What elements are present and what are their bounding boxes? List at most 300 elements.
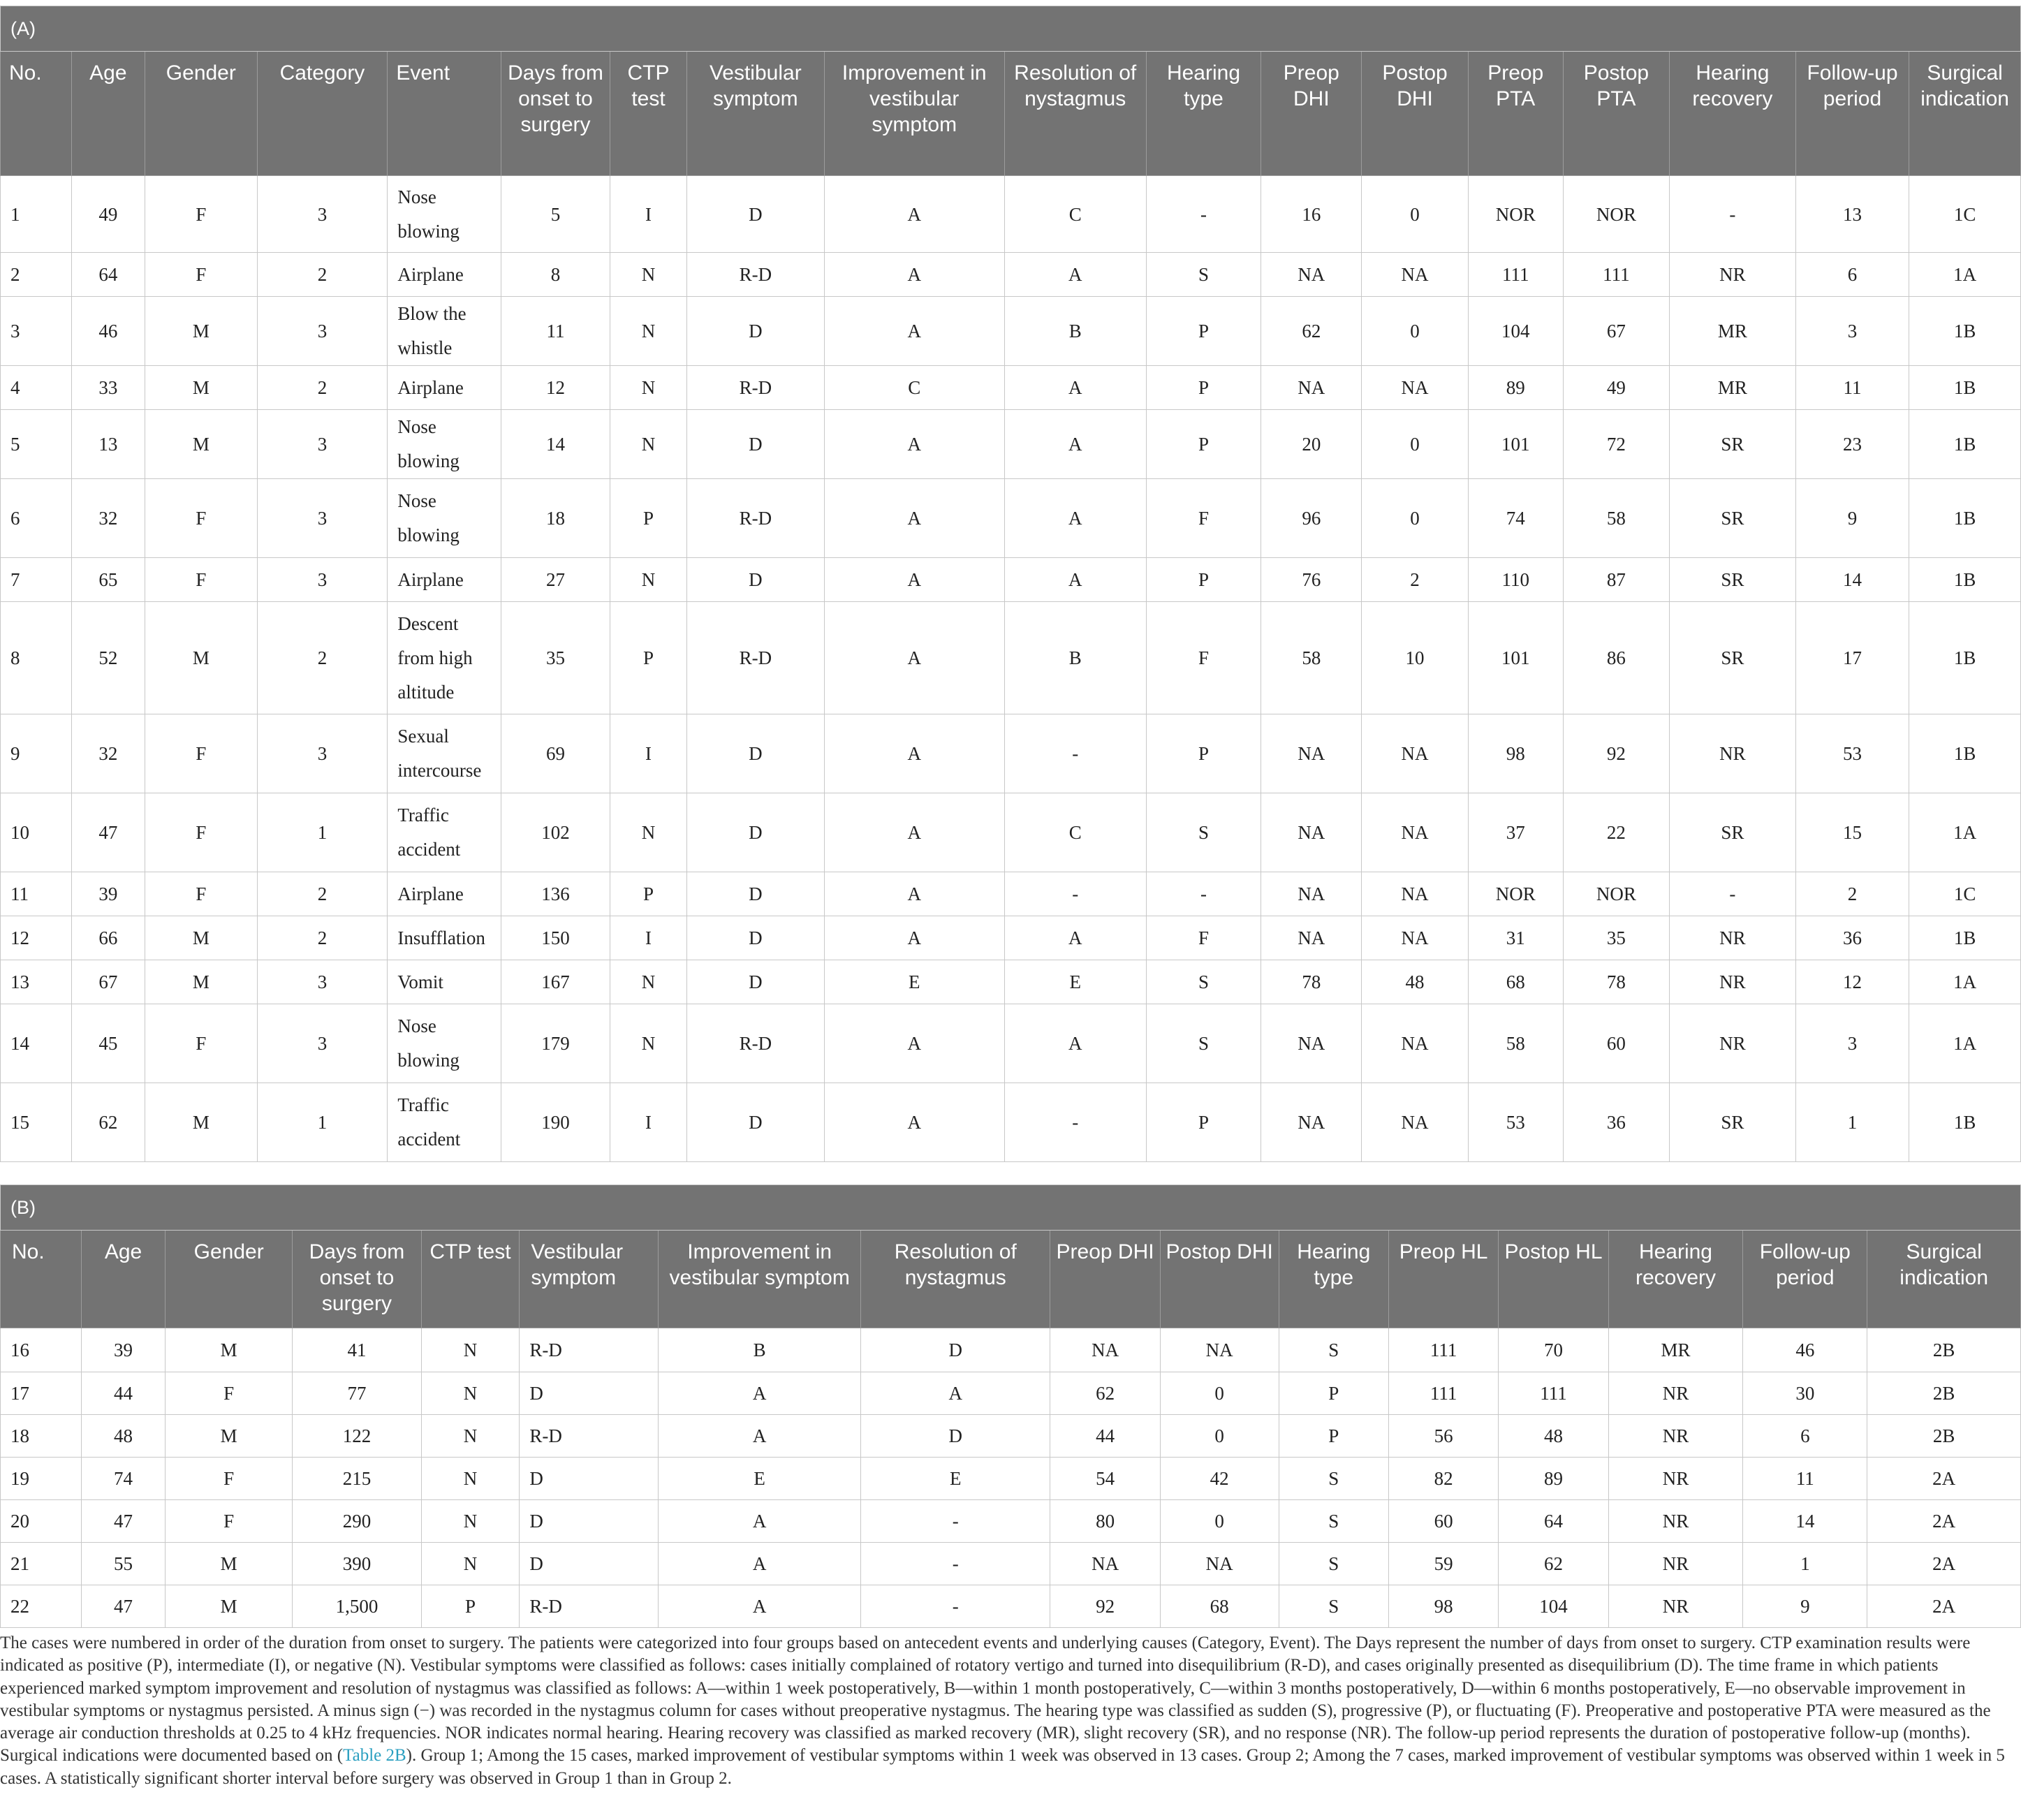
cell-days: 102 [501,793,610,872]
cell-surgical-indication: 1B [1909,714,2021,793]
cell-preop-hl: 111 [1388,1372,1498,1415]
header-vestibular: Vestibular symptom [686,52,824,176]
cell-age: 66 [71,916,145,960]
cell-surgical-indication: 1B [1909,366,2021,410]
cell-improvement: A [824,916,1004,960]
cell-event: Descent from high altitude [388,602,501,714]
cell-hearing-type: P [1146,366,1261,410]
cell-follow-up: 2 [1795,872,1909,916]
cell-no: 20 [1,1500,82,1543]
cell-nystagmus: A [861,1372,1050,1415]
cell-ctp: N [421,1372,520,1415]
table-row [1,1543,2021,1585]
cell-improvement: A [824,176,1004,253]
cell-no: 10 [1,793,72,872]
cell-days: 77 [293,1372,421,1415]
cell-age: 47 [71,793,145,872]
cell-hearing-type: S [1146,1004,1261,1083]
cell-age: 45 [71,1004,145,1083]
cell-days: 150 [501,916,610,960]
header-postop-pta: Postop PTA [1563,52,1669,176]
cell-hearing-type: S [1279,1500,1388,1543]
cell-follow-up: 9 [1795,479,1909,558]
cell-gender: F [145,479,257,558]
cell-age: 48 [81,1415,165,1458]
cell-improvement: A [659,1415,861,1458]
cell-days: 1,500 [293,1585,421,1628]
cell-improvement: A [824,872,1004,916]
cell-ctp: I [610,714,687,793]
cell-vestibular: R-D [686,602,824,714]
cell-days: 69 [501,714,610,793]
cell-ctp: N [421,1543,520,1585]
cell-hearing-type: S [1146,960,1261,1004]
cell-preop-hl: 111 [1388,1328,1498,1372]
cell-nystagmus: E [1004,960,1146,1004]
cell-preop-pta: 53 [1468,1083,1563,1162]
cell-ctp: P [421,1585,520,1628]
cell-preop-pta: 89 [1468,366,1563,410]
header-follow-up: Follow-up period [1795,52,1909,176]
cell-nystagmus: A [1004,1004,1146,1083]
cell-days: 215 [293,1458,421,1500]
cell-hearing-type: P [1146,410,1261,479]
cell-ctp: N [610,960,687,1004]
cell-gender: M [145,602,257,714]
cell-improvement: A [659,1372,861,1415]
cell-hearing-recovery: SR [1670,479,1796,558]
cell-hearing-type: P [1146,558,1261,602]
cell-hearing-recovery: MR [1670,366,1796,410]
cell-nystagmus: C [1004,176,1146,253]
cell-vestibular: R-D [686,1004,824,1083]
cell-vestibular: R-D [520,1585,659,1628]
cell-category: 2 [257,916,388,960]
cell-hearing-recovery: SR [1670,410,1796,479]
footnote-text-before: The cases were numbered in order of the duration from onset to surgery. The patients were categorized into four groups based on antecedent events and underlying causes (Category, Event). The Days represent the number of days from onset to surgery. CTP examination results were indicated as positive (P), intermediate (I), or negative (N). Vestibular symptoms were classified as follows: cases initially complained of rotatory vertigo and turned into disequilibrium (R-D), and cases originally presented as disequilibrium (D). The time frame in which patients experienced marked symptom improvement and resolution of nystagmus was classified as follows: A—within 1 week postoperatively, B—within 1 month postoperatively, C—within 3 months postoperatively, D—within 6 months postoperatively, E—no observable improvement in vestibular symptoms or nystagmus persisted. A minus sign (−) was recorded in the nystagmus column for cases without preoperative nystagmus. The hearing type was classified as sudden (S), progressive (P), or fluctuating (F). Preoperative and postoperative PTA were measured as the average air conduction thresholds at 0.25 to 4 kHz frequencies. NOR indicates normal hearing. Hearing recovery was classified as marked recovery (MR), slight recovery (SR), and no response (NR). The follow-up period represents the duration of postoperative follow-up (months). Surgical indications were documented based on ( [0,1634,1991,1766]
cell-improvement: C [824,366,1004,410]
cell-gender: F [145,176,257,253]
cell-hearing-type: - [1146,176,1261,253]
cell-no: 8 [1,602,72,714]
cell-surgical-indication: 1A [1909,793,2021,872]
cell-age: 39 [81,1328,165,1372]
cell-postop-dhi: NA [1362,366,1468,410]
header-postop-hl: Postop HL [1499,1231,1608,1328]
cell-postop-hl: 70 [1499,1328,1608,1372]
cell-preop-dhi: NA [1261,253,1362,297]
cell-ctp: N [421,1328,520,1372]
cell-improvement: E [659,1458,861,1500]
cell-vestibular: D [686,558,824,602]
cell-no: 15 [1,1083,72,1162]
cell-hearing-recovery: SR [1670,793,1796,872]
cell-postop-dhi: NA [1160,1328,1279,1372]
cell-preop-dhi: NA [1261,366,1362,410]
cell-no: 1 [1,176,72,253]
cell-preop-hl: 98 [1388,1585,1498,1628]
cell-surgical-indication: 1B [1909,297,2021,366]
cell-vestibular: D [520,1458,659,1500]
cell-hearing-recovery: NR [1608,1500,1743,1543]
cell-age: 39 [71,872,145,916]
cell-ctp: N [421,1500,520,1543]
cell-nystagmus: B [1004,297,1146,366]
table-row [1,602,2021,714]
cell-preop-dhi: 92 [1050,1585,1160,1628]
cell-improvement: A [824,793,1004,872]
cell-surgical-indication: 1A [1909,960,2021,1004]
cell-postop-dhi: NA [1160,1543,1279,1585]
cell-preop-pta: 111 [1468,253,1563,297]
header-preop-pta: Preop PTA [1468,52,1563,176]
cell-surgical-indication: 1C [1909,872,2021,916]
cell-hearing-type: P [1279,1372,1388,1415]
header-preop-hl: Preop HL [1388,1231,1498,1328]
cell-surgical-indication: 2A [1867,1585,2021,1628]
cell-no: 14 [1,1004,72,1083]
cell-follow-up: 3 [1795,297,1909,366]
cell-no: 2 [1,253,72,297]
header-hearing-recovery: Hearing recovery [1670,52,1796,176]
header-category: Category [257,52,388,176]
cell-days: 11 [501,297,610,366]
cell-gender: M [145,1083,257,1162]
cell-gender: M [145,916,257,960]
cell-event: Nose blowing [388,410,501,479]
table-row [1,916,2021,960]
cell-follow-up: 46 [1743,1328,1867,1372]
cell-event: Nose blowing [388,176,501,253]
cell-hearing-recovery: SR [1670,558,1796,602]
cell-days: 122 [293,1415,421,1458]
cell-postop-pta: 111 [1563,253,1669,297]
cell-postop-dhi: 2 [1362,558,1468,602]
table-row [1,176,2021,253]
header-event: Event [388,52,501,176]
cell-postop-hl: 89 [1499,1458,1608,1500]
cell-nystagmus: - [861,1500,1050,1543]
cell-postop-pta: 58 [1563,479,1669,558]
cell-ctp: N [421,1458,520,1500]
cell-preop-dhi: 96 [1261,479,1362,558]
header-gender: Gender [145,52,257,176]
cell-follow-up: 11 [1795,366,1909,410]
cell-no: 16 [1,1328,82,1372]
cell-no: 6 [1,479,72,558]
cell-preop-hl: 60 [1388,1500,1498,1543]
header-improvement: Improvement in vestibular symptom [824,52,1004,176]
cell-nystagmus: - [1004,872,1146,916]
cell-follow-up: 6 [1743,1415,1867,1458]
cell-preop-dhi: 76 [1261,558,1362,602]
cell-age: 49 [71,176,145,253]
header-follow-up: Follow-up period [1743,1231,1867,1328]
cell-age: 33 [71,366,145,410]
cell-no: 19 [1,1458,82,1500]
cell-nystagmus: A [1004,916,1146,960]
table-row [1,1415,2021,1458]
cell-postop-pta: 86 [1563,602,1669,714]
cell-days: 8 [501,253,610,297]
cell-follow-up: 11 [1743,1458,1867,1500]
cell-follow-up: 53 [1795,714,1909,793]
cell-postop-dhi: 42 [1160,1458,1279,1500]
cell-improvement: A [824,558,1004,602]
table-row [1,1083,2021,1162]
cell-preop-pta: 104 [1468,297,1563,366]
cell-event: Traffic accident [388,1083,501,1162]
cell-postop-dhi: NA [1362,714,1468,793]
cell-postop-pta: 72 [1563,410,1669,479]
cell-no: 11 [1,872,72,916]
cell-days: 290 [293,1500,421,1543]
cell-surgical-indication: 1A [1909,1004,2021,1083]
cell-surgical-indication: 2B [1867,1328,2021,1372]
cell-postop-pta: 92 [1563,714,1669,793]
cell-postop-dhi: 0 [1160,1500,1279,1543]
table-row [1,366,2021,410]
header-surgical-indication: Surgical indication [1909,52,2021,176]
cell-preop-dhi: NA [1050,1328,1160,1372]
table-row [1,558,2021,602]
cell-hearing-recovery: NR [1608,1372,1743,1415]
table-row [1,714,2021,793]
cell-age: 46 [71,297,145,366]
cell-days: 27 [501,558,610,602]
cell-improvement: A [659,1500,861,1543]
cell-follow-up: 1 [1795,1083,1909,1162]
cell-postop-pta: NOR [1563,872,1669,916]
cell-category: 3 [257,1004,388,1083]
cell-ctp: P [610,872,687,916]
header-nystagmus: Resolution of nystagmus [861,1231,1050,1328]
header-ctp: CTP test [421,1231,520,1328]
cell-preop-dhi: 16 [1261,176,1362,253]
cell-preop-pta: 58 [1468,1004,1563,1083]
cell-hearing-type: P [1279,1415,1388,1458]
header-days: Days from onset to surgery [501,52,610,176]
cell-vestibular: D [686,176,824,253]
cell-ctp: N [610,253,687,297]
cell-days: 41 [293,1328,421,1372]
header-age: Age [71,52,145,176]
cell-age: 74 [81,1458,165,1500]
table-row [1,1458,2021,1500]
cell-ctp: N [610,410,687,479]
header-improvement: Improvement in vestibular symptom [659,1231,861,1328]
cell-ctp: N [421,1415,520,1458]
cell-preop-pta: 101 [1468,602,1563,714]
cell-postop-pta: 67 [1563,297,1669,366]
table-a [0,6,2021,1162]
table-footnote [0,1632,2011,1790]
cell-hearing-recovery: NR [1608,1415,1743,1458]
header-hearing-type: Hearing type [1146,52,1261,176]
cell-follow-up: 14 [1795,558,1909,602]
cell-hearing-recovery: SR [1670,602,1796,714]
cell-hearing-recovery: - [1670,872,1796,916]
cell-days: 18 [501,479,610,558]
cell-no: 17 [1,1372,82,1415]
cell-vestibular: R-D [520,1328,659,1372]
cell-postop-dhi: NA [1362,916,1468,960]
cell-vestibular: D [686,916,824,960]
cell-vestibular: R-D [686,366,824,410]
cell-days: 390 [293,1543,421,1585]
cell-gender: F [145,558,257,602]
cell-follow-up: 9 [1743,1585,1867,1628]
cell-postop-dhi: 0 [1160,1415,1279,1458]
cell-preop-dhi: NA [1261,872,1362,916]
cell-nystagmus: A [1004,558,1146,602]
cell-surgical-indication: 1C [1909,176,2021,253]
cell-hearing-type: P [1146,714,1261,793]
table-row [1,1328,2021,1372]
cell-preop-pta: NOR [1468,872,1563,916]
cell-hearing-type: S [1279,1328,1388,1372]
cell-days: 12 [501,366,610,410]
cell-postop-dhi: 0 [1160,1372,1279,1415]
cell-days: 167 [501,960,610,1004]
cell-follow-up: 15 [1795,793,1909,872]
cell-improvement: A [824,602,1004,714]
cell-postop-dhi: 48 [1362,960,1468,1004]
cell-no: 3 [1,297,72,366]
cell-nystagmus: B [1004,602,1146,714]
cell-surgical-indication: 1A [1909,253,2021,297]
cell-preop-dhi: 62 [1050,1372,1160,1415]
cell-age: 67 [71,960,145,1004]
cell-ctp: N [610,793,687,872]
cell-hearing-type: F [1146,602,1261,714]
header-surgical-indication: Surgical indication [1867,1231,2021,1328]
table-row [1,872,2021,916]
cell-hearing-type: P [1146,297,1261,366]
cell-category: 1 [257,793,388,872]
cell-event: Airplane [388,366,501,410]
table-row [1,410,2021,479]
cell-days: 136 [501,872,610,916]
cell-follow-up: 17 [1795,602,1909,714]
cell-hearing-type: - [1146,872,1261,916]
cell-category: 2 [257,253,388,297]
cell-age: 47 [81,1500,165,1543]
cell-preop-pta: 37 [1468,793,1563,872]
cell-surgical-indication: 2A [1867,1500,2021,1543]
cell-surgical-indication: 2A [1867,1458,2021,1500]
cell-nystagmus: - [1004,714,1146,793]
cell-category: 3 [257,960,388,1004]
cell-postop-dhi: 0 [1362,297,1468,366]
cell-event: Airplane [388,872,501,916]
cell-improvement: A [659,1585,861,1628]
cell-gender: M [166,1585,293,1628]
cell-nystagmus: A [1004,366,1146,410]
cell-no: 9 [1,714,72,793]
cell-preop-dhi: NA [1050,1543,1160,1585]
cell-follow-up: 13 [1795,176,1909,253]
table-a-caption: (A) [1,6,2021,52]
cell-hearing-recovery: NR [1670,253,1796,297]
header-hearing-recovery: Hearing recovery [1608,1231,1743,1328]
header-hearing-type: Hearing type [1279,1231,1388,1328]
cell-category: 1 [257,1083,388,1162]
cell-event: Nose blowing [388,1004,501,1083]
table-2b-link[interactable]: Table 2B [343,1746,406,1766]
cell-gender: M [166,1415,293,1458]
cell-ctp: P [610,479,687,558]
cell-preop-dhi: NA [1261,916,1362,960]
cell-no: 5 [1,410,72,479]
table-row [1,479,2021,558]
cell-postop-dhi: 0 [1362,176,1468,253]
cell-vestibular: D [686,793,824,872]
cell-improvement: B [659,1328,861,1372]
cell-gender: F [145,1004,257,1083]
cell-hearing-recovery: MR [1670,297,1796,366]
cell-gender: F [166,1500,293,1543]
cell-follow-up: 30 [1743,1372,1867,1415]
header-no: No. [1,1231,82,1328]
cell-preop-pta: NOR [1468,176,1563,253]
cell-hearing-type: S [1279,1458,1388,1500]
header-postop-dhi: Postop DHI [1160,1231,1279,1328]
cell-preop-hl: 59 [1388,1543,1498,1585]
cell-event: Sexual intercourse [388,714,501,793]
cell-age: 64 [71,253,145,297]
cell-postop-pta: 60 [1563,1004,1669,1083]
cell-hearing-recovery: NR [1670,714,1796,793]
cell-preop-hl: 56 [1388,1415,1498,1458]
cell-vestibular: D [686,410,824,479]
cell-preop-dhi: 58 [1261,602,1362,714]
cell-preop-dhi: 78 [1261,960,1362,1004]
cell-preop-dhi: 54 [1050,1458,1160,1500]
cell-hearing-type: S [1279,1543,1388,1585]
cell-nystagmus: A [1004,479,1146,558]
cell-postop-pta: 78 [1563,960,1669,1004]
cell-event: Insufflation [388,916,501,960]
cell-no: 18 [1,1415,82,1458]
cell-preop-dhi: 80 [1050,1500,1160,1543]
cell-preop-dhi: 20 [1261,410,1362,479]
cell-days: 35 [501,602,610,714]
cell-days: 14 [501,410,610,479]
cell-surgical-indication: 1B [1909,410,2021,479]
cell-postop-hl: 64 [1499,1500,1608,1543]
cell-postop-dhi: NA [1362,793,1468,872]
cell-ctp: I [610,916,687,960]
cell-category: 3 [257,176,388,253]
cell-postop-pta: 87 [1563,558,1669,602]
cell-improvement: A [824,1004,1004,1083]
cell-vestibular: D [520,1372,659,1415]
cell-no: 12 [1,916,72,960]
cell-vestibular: R-D [686,253,824,297]
cell-days: 5 [501,176,610,253]
cell-nystagmus: D [861,1328,1050,1372]
cell-hearing-recovery: MR [1608,1328,1743,1372]
table-row [1,1585,2021,1628]
cell-age: 52 [71,602,145,714]
cell-preop-dhi: NA [1261,1004,1362,1083]
cell-no: 21 [1,1543,82,1585]
cell-event: Traffic accident [388,793,501,872]
cell-no: 4 [1,366,72,410]
cell-preop-dhi: NA [1261,1083,1362,1162]
cell-age: 44 [81,1372,165,1415]
